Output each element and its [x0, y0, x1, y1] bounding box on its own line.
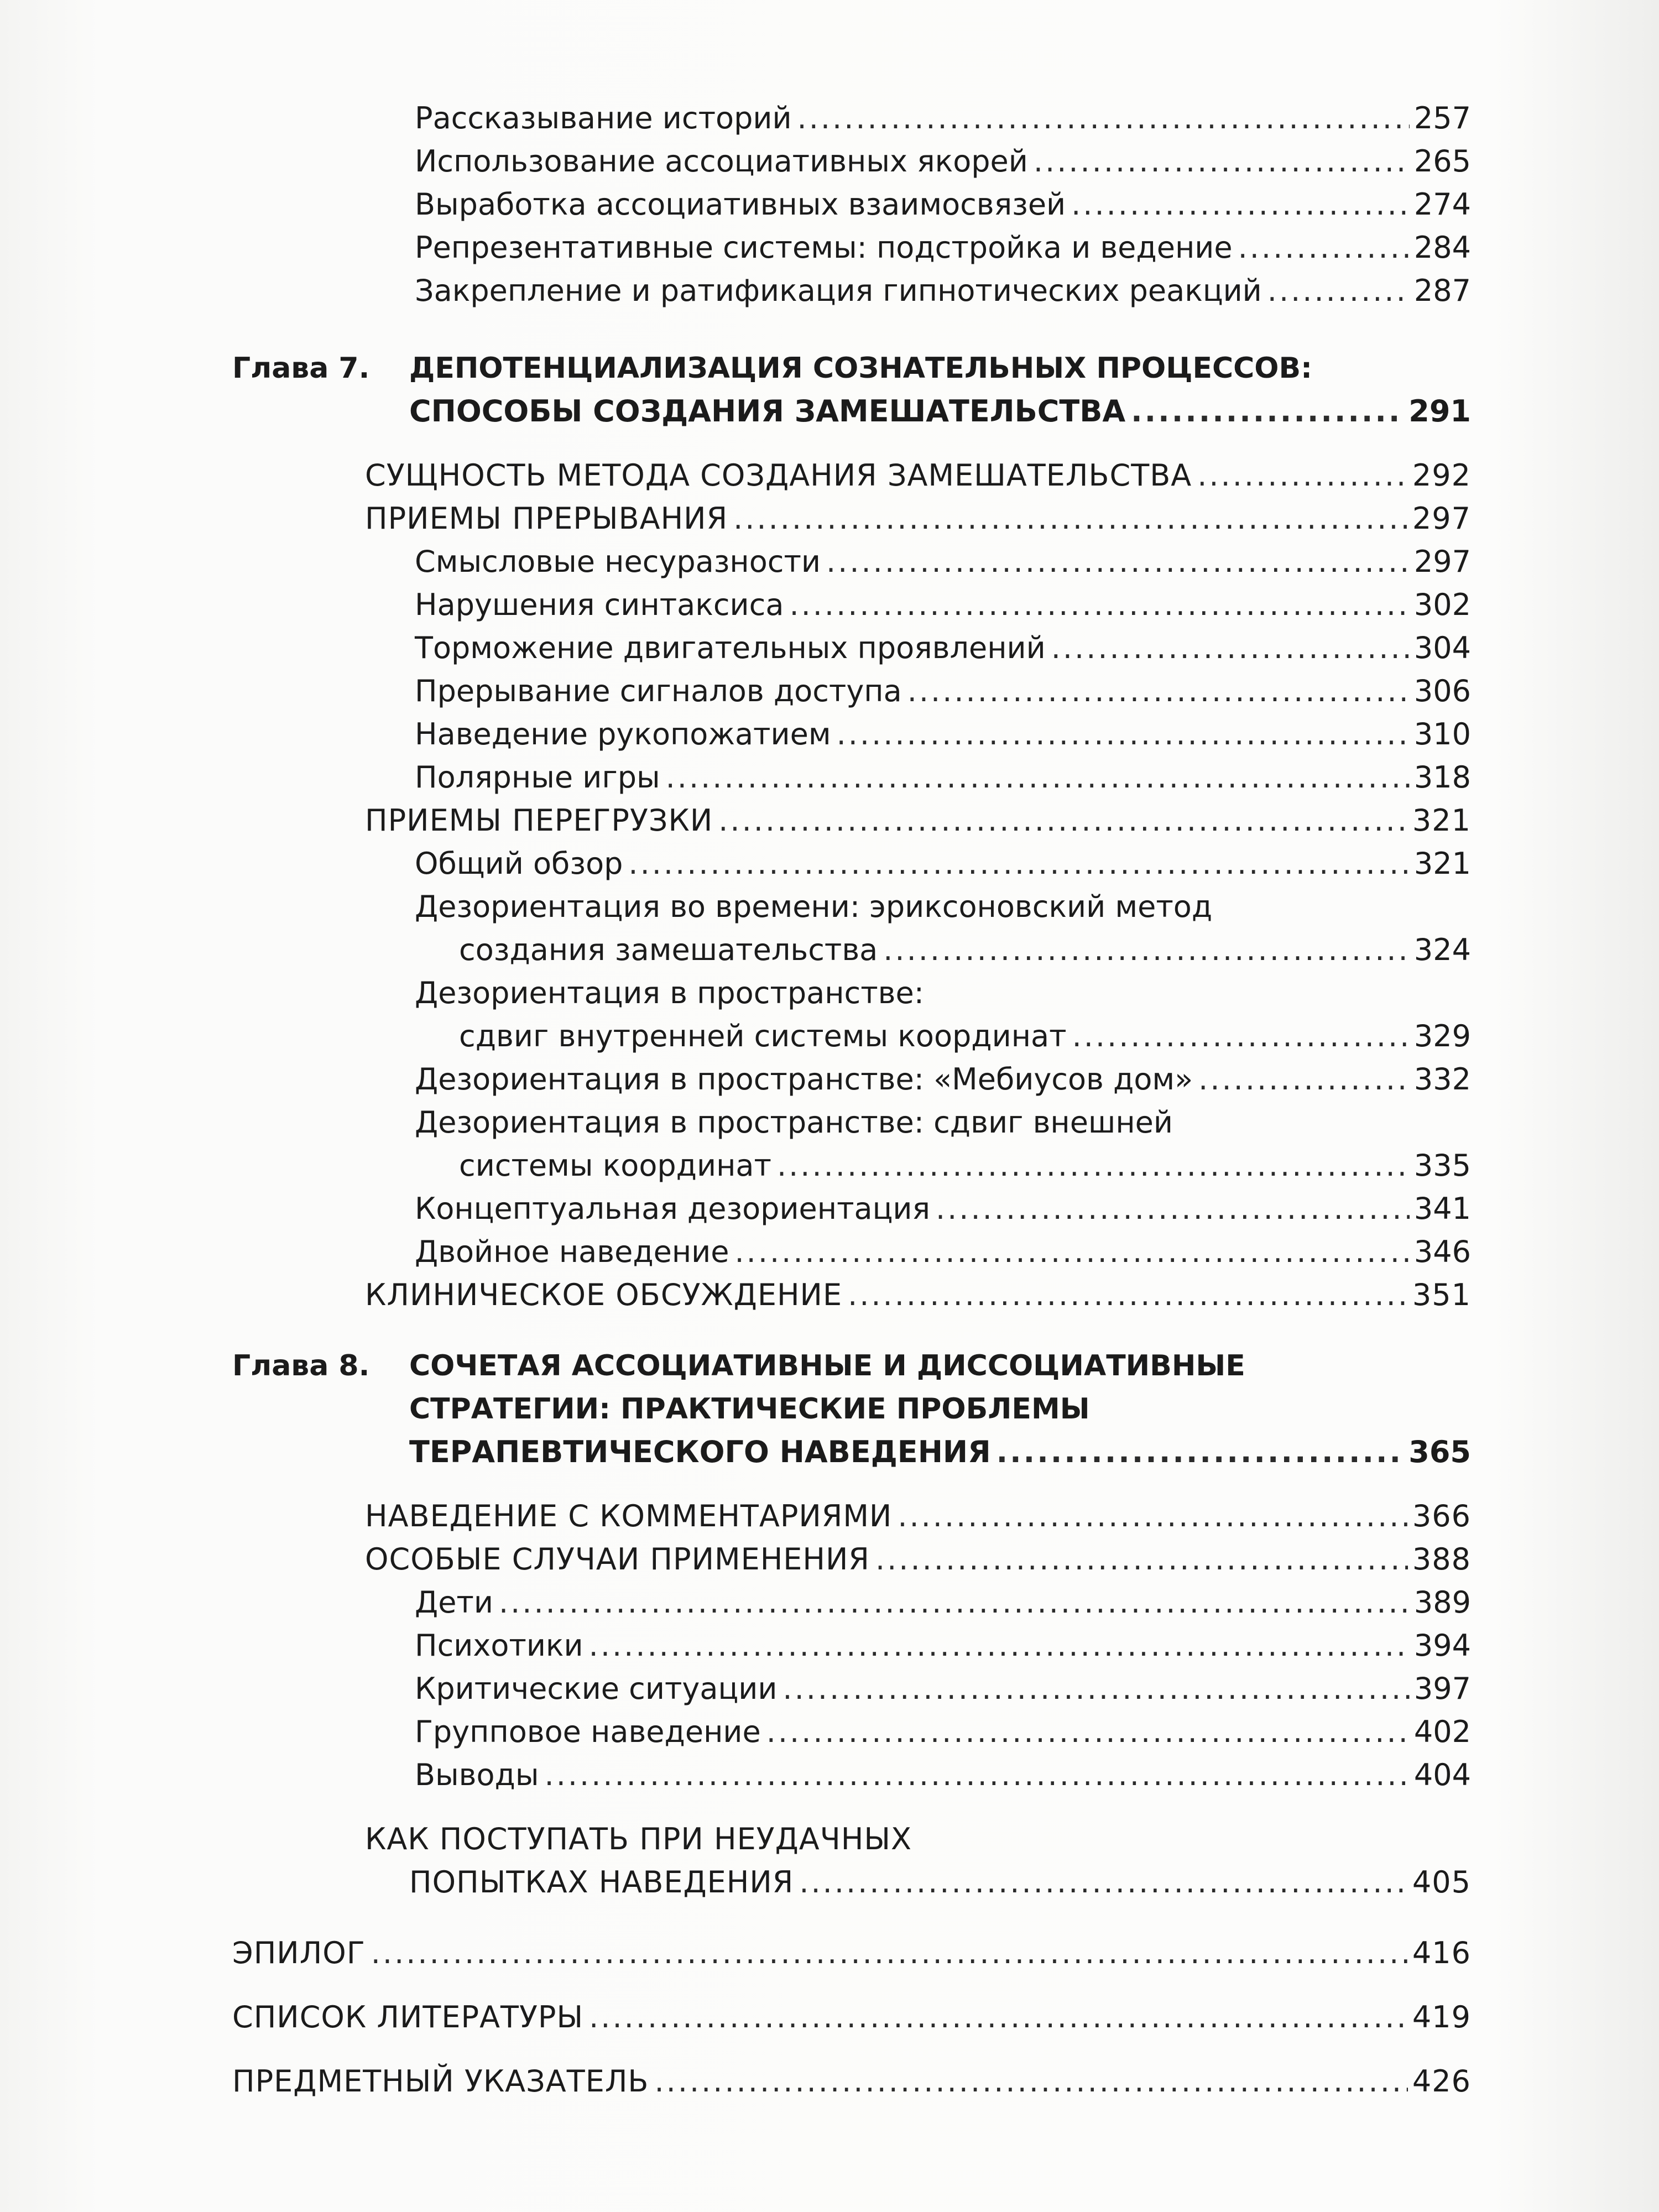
- chapter-title-line: СПОСОБЫ СОЗДАНИЯ ЗАМЕШАТЕЛЬСТВА: [409, 394, 1126, 429]
- section-title: ОСОБЫЕ СЛУЧАИ ПРИМЕНЕНИЯ: [365, 1542, 870, 1577]
- entry-title: Выработка ассоциативных взаимосвязей: [415, 187, 1066, 222]
- entry-page: 274: [1413, 187, 1471, 222]
- toc-entry: [232, 1015, 1471, 1058]
- dot-leader: [875, 1538, 1408, 1581]
- dot-leader: [589, 1996, 1408, 2039]
- entry-page: 321: [1413, 846, 1471, 881]
- entry-title: Рассказывание историй: [415, 101, 792, 135]
- dot-leader: [1131, 390, 1404, 433]
- dot-leader: [654, 2060, 1407, 2103]
- toc-entry: [232, 1058, 1471, 1101]
- dot-leader: [766, 1710, 1410, 1754]
- entry-page: 405: [1412, 1865, 1471, 1900]
- entry-page: 416: [1412, 1936, 1471, 1970]
- dot-leader: [826, 540, 1410, 583]
- toc-section: [232, 1274, 1471, 1317]
- dot-leader: [782, 1667, 1410, 1710]
- entry-title: СПИСОК ЛИТЕРАТУРЫ: [232, 2000, 584, 2034]
- toc-backmatter: [232, 1932, 1471, 1975]
- chapter-title-line: ТЕРАПЕВТИЧЕСКОГО НАВЕДЕНИЯ: [409, 1434, 991, 1469]
- toc-section: [232, 454, 1471, 497]
- toc-entry: [232, 1144, 1471, 1187]
- entry-title: Дети: [415, 1585, 493, 1620]
- entry-page: 265: [1413, 144, 1471, 179]
- dot-leader: [898, 1495, 1408, 1538]
- toc-entry: [232, 97, 1471, 140]
- entry-page: 404: [1413, 1757, 1471, 1792]
- entry-title: Психотики: [415, 1628, 583, 1663]
- toc-entry: [232, 583, 1471, 627]
- dot-leader: [936, 1187, 1410, 1230]
- toc-entry-line: [232, 972, 1471, 1015]
- entry-page: 318: [1413, 760, 1471, 795]
- entry-page: 388: [1412, 1542, 1471, 1577]
- dot-leader: [589, 1624, 1410, 1667]
- entry-title: Групповое наведение: [415, 1714, 761, 1749]
- section-title: КЛИНИЧЕСКОЕ ОБСУЖДЕНИЕ: [365, 1277, 843, 1312]
- entry-title: Критические ситуации: [415, 1671, 778, 1706]
- entry-title: Закрепление и ратификация гипнотических реакций: [415, 273, 1262, 308]
- entry-title: Использование ассоциативных якорей: [415, 144, 1028, 179]
- entry-title: Общий обзор: [415, 846, 623, 881]
- entry-page: 297: [1413, 544, 1471, 579]
- dot-leader: [1072, 1015, 1410, 1058]
- toc-entry: [232, 627, 1471, 670]
- dot-leader: [997, 1431, 1405, 1474]
- entry-page: 304: [1413, 630, 1471, 665]
- toc-section-line: [232, 1818, 1471, 1861]
- dot-leader: [718, 799, 1408, 842]
- section-title: КАК ПОСТУПАТЬ ПРИ НЕУДАЧНЫХ: [365, 1822, 912, 1856]
- toc-entry: [232, 842, 1471, 885]
- toc-entry: [232, 140, 1471, 183]
- dot-leader: [789, 583, 1409, 627]
- chapter-title-line: СТРАТЕГИИ: ПРАКТИЧЕСКИЕ ПРОБЛЕМЫ: [409, 1392, 1090, 1426]
- chapter-8-title-end: [232, 1431, 1471, 1474]
- dot-leader: [848, 1274, 1408, 1317]
- entry-title: Прерывание сигналов доступа: [415, 674, 902, 708]
- dot-leader: [499, 1581, 1410, 1624]
- chapter-7-title-end: [232, 390, 1471, 433]
- entry-title: Дезориентация в пространстве: «Мебиусов дом»: [415, 1062, 1193, 1097]
- entry-page: 341: [1413, 1191, 1471, 1226]
- table-of-contents: [232, 97, 1471, 2103]
- toc-entry: [232, 269, 1471, 312]
- entry-page: 284: [1413, 230, 1471, 265]
- section-title: НАВЕДЕНИЕ С КОММЕНТАРИЯМИ: [365, 1499, 893, 1533]
- toc-section: [232, 497, 1471, 540]
- dot-leader: [371, 1932, 1408, 1975]
- dot-leader: [883, 928, 1410, 972]
- entry-title: Репрезентативные системы: подстройка и ведение: [415, 230, 1233, 265]
- toc-entry: [232, 1754, 1471, 1797]
- entry-page: 329: [1413, 1019, 1471, 1053]
- toc-entry: [232, 1581, 1471, 1624]
- entry-page: 394: [1413, 1628, 1471, 1663]
- toc-entry: [232, 670, 1471, 713]
- section-title: ПРИЕМЫ ПРЕРЫВАНИЯ: [365, 501, 728, 536]
- entry-page: 402: [1413, 1714, 1471, 1749]
- dot-leader: [1071, 183, 1410, 226]
- entry-title: сдвиг внутренней системы координат: [459, 1019, 1067, 1053]
- entry-page: 257: [1413, 101, 1471, 135]
- toc-section: [232, 1495, 1471, 1538]
- toc-entry: [232, 928, 1471, 972]
- toc-section: [232, 1538, 1471, 1581]
- toc-entry: [232, 1624, 1471, 1667]
- toc-entry: [232, 540, 1471, 583]
- entry-page: 324: [1413, 932, 1471, 967]
- entry-title: Нарушения синтаксиса: [415, 587, 784, 622]
- toc-entry-line: [232, 885, 1471, 928]
- entry-title: Концептуальная дезориентация: [415, 1191, 930, 1226]
- entry-page: 306: [1413, 674, 1471, 708]
- dot-leader: [907, 670, 1410, 713]
- toc-entry: [232, 1187, 1471, 1230]
- chapter-title-line: ДЕПОТЕНЦИАЛИЗАЦИЯ СОЗНАТЕЛЬНЫХ ПРОЦЕССОВ:: [409, 352, 1312, 385]
- entry-page: 321: [1412, 803, 1471, 838]
- entry-page: 346: [1413, 1234, 1471, 1269]
- entry-title: Наведение рукопожатием: [415, 717, 831, 752]
- entry-title: Полярные игры: [415, 760, 660, 795]
- entry-page: 426: [1412, 2064, 1471, 2099]
- toc-entry: [232, 1667, 1471, 1710]
- toc-section: [232, 799, 1471, 842]
- section-title: СУЩНОСТЬ МЕТОДА СОЗДАНИЯ ЗАМЕШАТЕЛЬСТВА: [365, 458, 1192, 493]
- entry-page: 292: [1412, 458, 1471, 493]
- dot-leader: [797, 97, 1410, 140]
- entry-page: 302: [1413, 587, 1471, 622]
- entry-title: системы координат: [459, 1148, 771, 1183]
- entry-page: 332: [1413, 1062, 1471, 1097]
- entry-page: 335: [1413, 1148, 1471, 1183]
- dot-leader: [545, 1754, 1410, 1797]
- entry-page: 365: [1408, 1434, 1471, 1469]
- toc-section: [232, 1861, 1471, 1904]
- dot-leader: [799, 1861, 1408, 1904]
- dot-leader: [735, 1230, 1410, 1274]
- section-title: ПРИЕМЫ ПЕРЕГРУЗКИ: [365, 803, 713, 838]
- toc-entry-line: [232, 1101, 1471, 1144]
- entry-title: ПРЕДМЕТНЫЙ УКАЗАТЕЛЬ: [232, 2064, 649, 2099]
- toc-entry: [232, 1230, 1471, 1274]
- entry-title: ЭПИЛОГ: [232, 1936, 366, 1970]
- toc-backmatter: [232, 2060, 1471, 2103]
- dot-leader: [1197, 454, 1408, 497]
- entry-page: 291: [1408, 394, 1471, 429]
- dot-leader: [777, 1144, 1410, 1187]
- entry-title: Дезориентация во времени: эриксоновский метод: [415, 889, 1213, 924]
- dot-leader: [1051, 627, 1410, 670]
- toc-entry: [232, 1710, 1471, 1754]
- chapter-7-heading: [232, 347, 1471, 390]
- entry-page: 366: [1412, 1499, 1471, 1533]
- entry-page: 397: [1413, 1671, 1471, 1706]
- entry-page: 419: [1412, 2000, 1471, 2034]
- dot-leader: [1238, 226, 1410, 269]
- toc-entry: [232, 756, 1471, 799]
- chapter-label: Глава 7.: [232, 352, 370, 385]
- entry-title: Выводы: [415, 1757, 539, 1792]
- chapter-8-heading-line: [232, 1387, 1471, 1431]
- dot-leader: [1267, 269, 1410, 312]
- toc-entry: [232, 183, 1471, 226]
- dot-leader: [837, 713, 1410, 756]
- entry-title: Дезориентация в пространстве: сдвиг внешней: [415, 1105, 1173, 1140]
- chapter-label: Глава 8.: [232, 1349, 370, 1383]
- dot-leader: [1198, 1058, 1410, 1101]
- entry-page: 351: [1412, 1277, 1471, 1312]
- toc-entry: [232, 226, 1471, 269]
- toc-entry: [232, 713, 1471, 756]
- entry-title: Двойное наведение: [415, 1234, 729, 1269]
- entry-page: 389: [1413, 1585, 1471, 1620]
- entry-title: Смысловые несуразности: [415, 544, 821, 579]
- chapter-8-heading: [232, 1344, 1471, 1387]
- entry-page: 310: [1413, 717, 1471, 752]
- dot-leader: [666, 756, 1410, 799]
- chapter-title-line: СОЧЕТАЯ АССОЦИАТИВНЫЕ И ДИССОЦИАТИВНЫЕ: [409, 1349, 1245, 1383]
- entry-title: Торможение двигательных проявлений: [415, 630, 1046, 665]
- dot-leader: [733, 497, 1408, 540]
- toc-backmatter: [232, 1996, 1471, 2039]
- entry-page: 297: [1412, 501, 1471, 536]
- dot-leader: [1034, 140, 1410, 183]
- entry-title: Дезориентация в пространстве:: [415, 975, 924, 1010]
- entry-page: 287: [1413, 273, 1471, 308]
- entry-title: создания замешательства: [459, 932, 878, 967]
- section-title: ПОПЫТКАХ НАВЕДЕНИЯ: [409, 1865, 794, 1900]
- dot-leader: [628, 842, 1410, 885]
